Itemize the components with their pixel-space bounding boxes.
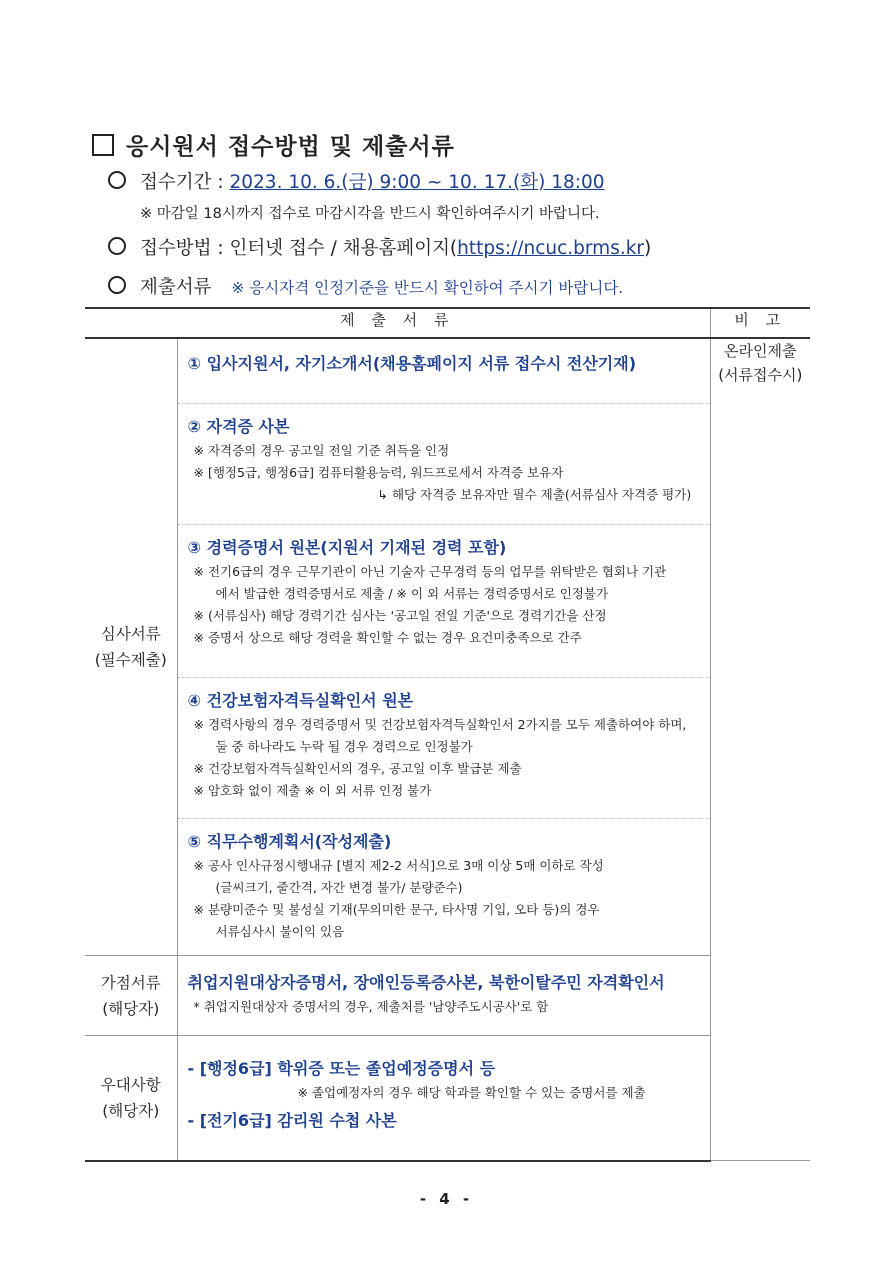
doc-block-certificate: ② 자격증 사본 ※ 자격증의 경우 공고일 전일 기준 취득을 인정 ※ [행정5급, 행정6급] 컴퓨터활용능력, 워드프로세서 자격증 보유자 ↳ 해당 자격증 보유자만 필수 제출(서류심사 자격증 평가) xyxy=(178,404,710,525)
period-value: 2023. 10. 6.(금) 9:00 ~ 10. 17.(화) 18:00 xyxy=(229,172,605,193)
homepage-link[interactable]: https://ncuc.brms.kr xyxy=(457,238,645,259)
doc-block-application: ① 입사지원서, 자기소개서(채용홈페이지 서류 접수시 전산기재) xyxy=(178,339,710,404)
docs-label: 제출서류 xyxy=(140,277,212,298)
doc-block-insurance: ④ 건강보험자격득실확인서 원본 ※ 경력사항의 경우 경력증명서 및 건강보험자격득실확인서 2가지를 모두 제출하여야 하며, 둘 중 하나라도 누락 될 경우 경력으로 인정불가 ※ 건강보험자격득실확인서의 경우, 공고일 이후 발급분 제출 ※ 암호화 없이 제출 ※ 이 외 서류 인정 불가 xyxy=(178,678,710,819)
header-remark: 비 고 xyxy=(710,308,810,338)
docs-line xyxy=(108,273,623,299)
circle-bullet-icon xyxy=(108,237,126,255)
circle-bullet-icon xyxy=(108,171,126,189)
table-row xyxy=(85,1036,810,1161)
table-row xyxy=(85,338,810,956)
page-number: - 4 - xyxy=(419,1190,474,1208)
method-line: 접수방법 : 인터넷 접수 / 채용홈페이지(https://ncuc.brms.kr) xyxy=(108,234,651,260)
bonus-docs-cell: 취업지원대상자증명서, 장애인등록증사본, 북한이탈주민 자격확인서 * 취업지원대상자 증명서의 경우, 제출처를 '남양주도시공사'로 함 xyxy=(177,956,710,1036)
category-bonus: 가점서류 (해당자) xyxy=(85,956,177,1036)
circle-bullet-icon xyxy=(108,276,126,294)
category-preference: 우대사항 (해당자) xyxy=(85,1036,177,1161)
header-docs: 제 출 서 류 xyxy=(85,308,710,338)
preference-docs-cell: - [행정6급] 학위증 또는 졸업예정증명서 등 ※ 졸업예정자의 경우 해당 학과를 확인할 수 있는 증명서를 제출 - [전기6급] 감리원 수첩 사본 xyxy=(177,1036,710,1161)
section-title xyxy=(92,128,455,161)
table-row xyxy=(85,956,810,1036)
period-label: 접수기간 : xyxy=(140,172,224,193)
method-label: 접수방법 : 인터넷 접수 / 채용홈페이지( xyxy=(140,238,458,259)
checkbox-square-icon xyxy=(92,134,114,156)
title-text: 응시원서 접수방법 및 제출서류 xyxy=(126,134,455,160)
docs-note: ※ 응시자격 인정기준을 반드시 확인하여 주시기 바랍니다. xyxy=(231,279,624,297)
remark-cell: 온라인제출 (서류접수시) xyxy=(710,338,810,1161)
screening-docs-cell xyxy=(177,338,710,956)
doc-block-career: ③ 경력증명서 원본(지원서 기재된 경력 포함) ※ 전기6급의 경우 근무기관이 아닌 기술자 근무경력 등의 업무를 위탁받은 협회나 기관 에서 발급한 경력증명서로 제출 / ※ 이 외 서류는 경력증명서로 인정불가 ※ (서류심사) 해당 경력기간 심사는 '공고일 전일 기준'으로 경력기간을 산정 ※ 증명서 상으로 해당 경력을 확인할 수 없는 경우 요건미충족으로 간주 xyxy=(178,525,710,678)
table-header-row xyxy=(85,308,810,338)
period-note: ※ 마감일 18시까지 접수로 마감시각을 반드시 확인하여주시기 바랍니다. xyxy=(140,206,600,222)
category-screening: 심사서류 (필수제출) xyxy=(85,338,177,956)
period-line xyxy=(108,168,605,194)
documents-table xyxy=(85,307,810,1162)
doc-block-plan: ⑤ 직무수행계획서(작성제출) ※ 공사 인사규정시행내규 [별지 제2-2 서식]으로 3매 이상 5매 이하로 작성 (글씨크기, 줄간격, 자간 변경 불가/ 분량준수) ※ 분량미준수 및 불성실 기재(무의미한 문구, 타사명 기입, 오타 등)의 경우 서류심사시 불이익 있음 xyxy=(187,832,604,939)
